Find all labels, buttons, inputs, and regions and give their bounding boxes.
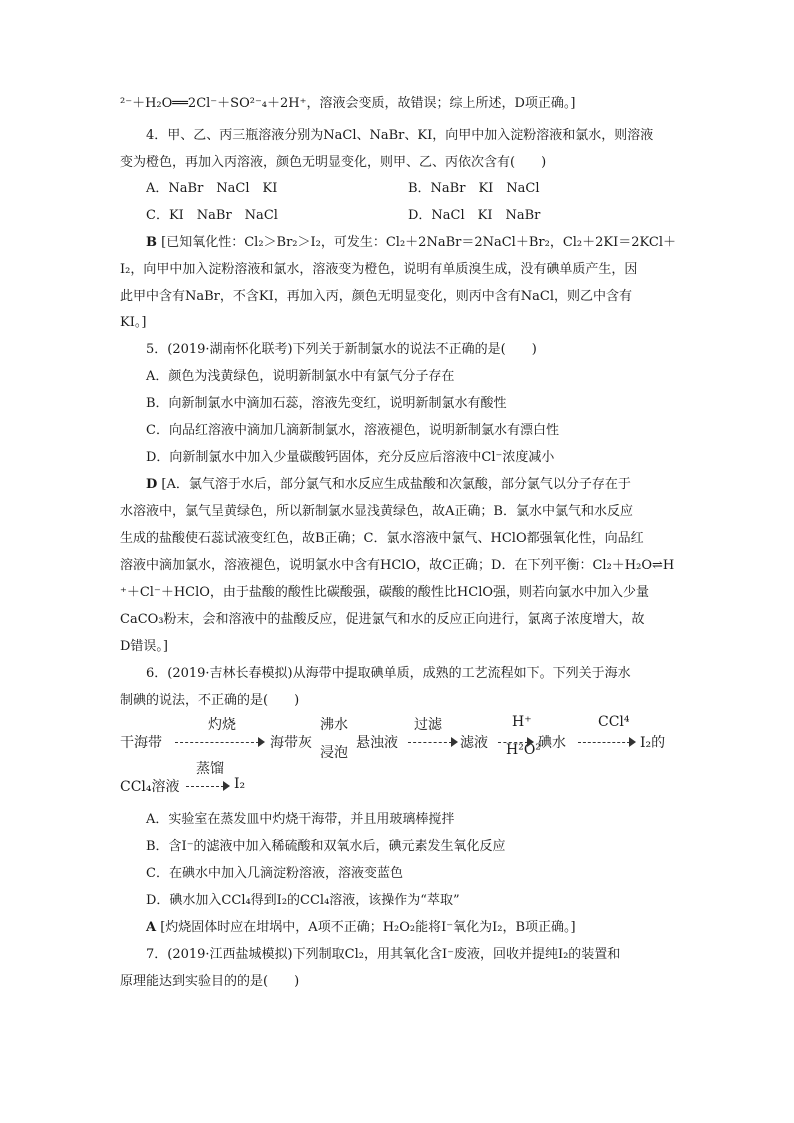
flow-step-label: H²O²	[506, 742, 541, 758]
option-6d: D．碘水加入CCl₄得到I₂的CCl₄溶液，该操作为“萃取”	[146, 893, 460, 908]
answer-5-letter: D	[146, 477, 158, 492]
answer-6-letter: A	[146, 920, 157, 935]
flow-arrow	[498, 735, 534, 749]
flow-node: 碘水	[538, 735, 566, 751]
option-6b: B．含I⁻的滤液中加入稀硫酸和双氧水后，碘元素发生氧化反应	[146, 839, 506, 854]
option-6a: A．实验室在蒸发皿中灼烧干海带，并且用玻璃棒搅拌	[146, 812, 455, 827]
flow-arrow	[408, 735, 458, 749]
question-4-stem-cont: 变为橙色，再加入丙溶液，颜色无明显变化，则甲、乙、丙依次含有( )	[120, 155, 547, 170]
question-7-stem-cont: 原理能达到实验目的的是( )	[120, 974, 300, 989]
option-4d: D．NaCl KI NaBr	[408, 208, 541, 223]
text-line: ²⁻＋H₂O══2Cl⁻＋SO²⁻₄＋2H⁺，溶液会变质，故错误；综上所述，D项正确。]	[120, 96, 576, 111]
flow-arrow	[578, 735, 636, 749]
answer-6-text: [灼烧固体时应在坩埚中，A项不正确；H₂O₂能将I⁻氧化为I₂，B项正确。]	[160, 920, 576, 935]
iodine-extraction-flow-cont	[120, 761, 680, 804]
answer-5-line	[146, 477, 631, 493]
answer-4-cont: KI。]	[120, 315, 147, 330]
answer-4-line	[146, 235, 676, 251]
flow-step-label: 沸水	[320, 717, 348, 733]
option-5d: D．向新制氯水中加入少量碳酸钙固体，充分反应后溶液中Cl⁻浓度减小	[146, 450, 555, 465]
answer-5-cont: 生成的盐酸使石蕊试液变红色，故B正确；C．氯水溶液中氯气、HClO都强氧化性，向品红	[120, 531, 644, 546]
answer-4-cont: I₂，向甲中加入淀粉溶液和氯水，溶液变为橙色，说明有单质溴生成，没有碘单质产生，因	[120, 262, 638, 277]
flow-step-label: 蒸馏	[196, 761, 224, 777]
answer-6-line	[146, 920, 576, 936]
flow-step-label: 灼烧	[208, 717, 236, 733]
option-4b: B．NaBr KI NaCl	[408, 181, 540, 196]
flow-step-label: CCl⁴	[598, 714, 630, 730]
option-4c: C．KI NaBr NaCl	[146, 208, 278, 223]
answer-5-cont: CaCO₃粉末，会和溶液中的盐酸反应，促进氯气和水的反应正向进行，氯离子浓度增大，故	[120, 612, 645, 627]
flow-arrow	[175, 735, 265, 749]
option-5b: B．向新制氯水中滴加石蕊，溶液先变红，说明新制氯水有酸性	[146, 396, 507, 411]
flow-node: 海带灰	[270, 735, 312, 751]
question-6-stem-cont: 制碘的说法，不正确的是( )	[120, 693, 300, 708]
answer-5-cont: D错误。]	[120, 639, 168, 654]
answer-5-text: [A．氯气溶于水后，部分氯气和水反应生成盐酸和次氯酸，部分氯气以分子存在于	[161, 477, 631, 492]
option-4a: A．NaBr NaCl KI	[146, 181, 278, 196]
option-5a: A．颜色为浅黄绿色，说明新制氯水中有氯气分子存在	[146, 369, 455, 384]
question-5-stem: 5．(2019·湖南怀化联考)下列关于新制氯水的说法不正确的是( )	[146, 342, 537, 357]
flow-arrow	[186, 779, 230, 793]
question-6-stem: 6．(2019·吉林长春模拟)从海带中提取碘单质，成熟的工艺流程如下。下列关于海水	[146, 666, 631, 681]
flow-node: 悬浊液	[356, 735, 398, 751]
option-6c: C．在碘水中加入几滴淀粉溶液，溶液变蓝色	[146, 866, 403, 881]
flow-step-label: 浸泡	[320, 745, 348, 761]
flow-node: CCl₄溶液	[120, 779, 180, 795]
answer-5-cont: ⁺＋Cl⁻＋HClO，由于盐酸的酸性比碳酸强，碳酸的酸性比HClO强，则若向氯水中加入少量	[120, 585, 650, 600]
flow-node: 滤液	[460, 735, 488, 751]
flow-step-label: H⁺	[512, 714, 532, 730]
flow-step-label: 过滤	[414, 717, 442, 733]
flow-node: 干海带	[120, 735, 162, 751]
answer-4-text: [已知氧化性：Cl₂＞Br₂＞I₂，可发生：Cl₂＋2NaBr＝2NaCl＋Br₂，Cl₂＋2KI＝2KCl＋	[161, 235, 676, 250]
flow-node: I₂的	[640, 735, 666, 751]
question-4-stem: 4．甲、乙、丙三瓶溶液分别为NaCl、NaBr、KI，向甲中加入淀粉溶液和氯水，则溶液	[146, 128, 654, 143]
flow-node: I₂	[234, 776, 246, 792]
option-5c: C．向品红溶液中滴加几滴新制氯水，溶液褪色，说明新制氯水有漂白性	[146, 423, 559, 438]
question-7-stem: 7．(2019·江西盐城模拟)下列制取Cl₂，用其氧化含I⁻废液，回收并提纯I₂的装置和	[146, 947, 621, 962]
answer-5-cont: 溶液中滴加氯水，溶液褪色，说明氯水中含有HClO，故C正确；D．在下列平衡：Cl₂＋H₂O⇌H	[120, 558, 675, 573]
answer-4-letter: B	[146, 235, 157, 250]
answer-5-cont: 水溶液中，氯气呈黄绿色，所以新制氯水显浅黄绿色，故A正确；B．氯水中氯气和水反应	[120, 504, 633, 519]
answer-4-cont: 此甲中含有NaBr，不含KI，再加入丙，颜色无明显变化，则丙中含有NaCl，则乙中含有	[120, 289, 632, 304]
